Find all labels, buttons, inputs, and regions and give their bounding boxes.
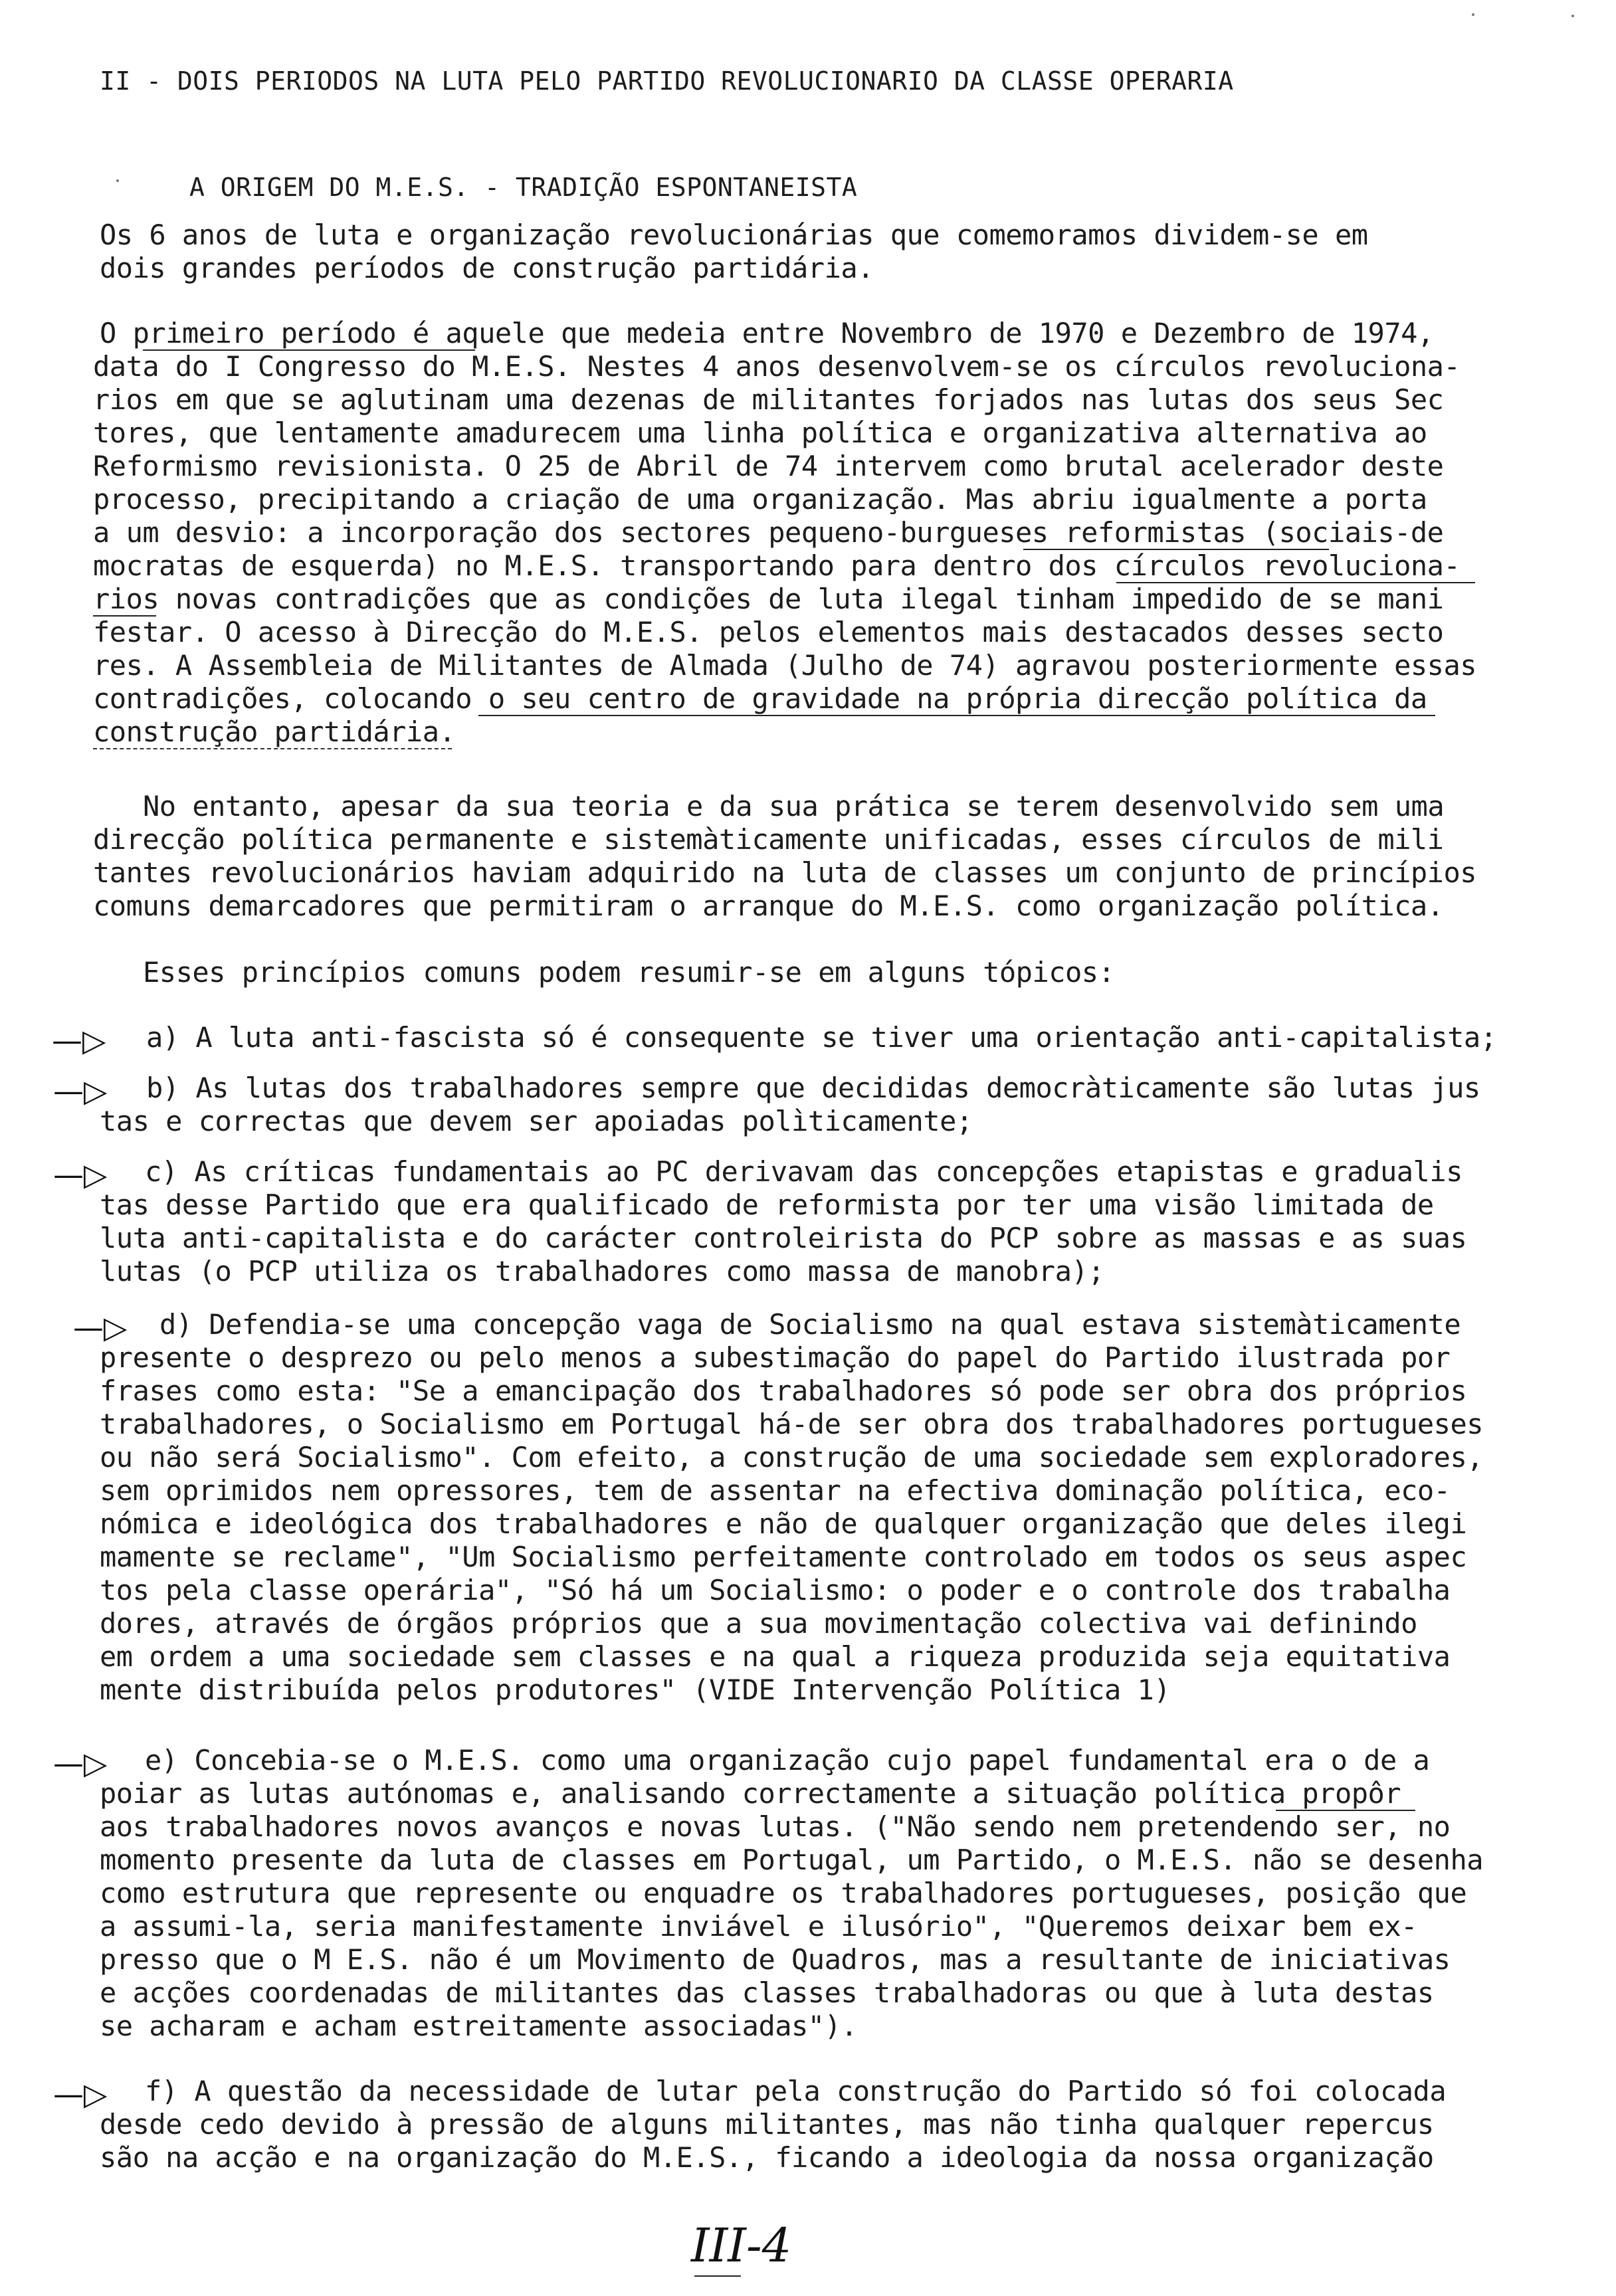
paragraph-line: Reformismo revisionista. O 25 de Abril de 74 intervem como brutal acelerador deste xyxy=(93,450,1444,482)
list-item-line: dores, através de órgãos próprios que a sua movimentação colectiva vai definindo xyxy=(100,1607,1417,1640)
list-item-line: sem oprimidos nem opressores, tem de assentar na efectiva dominação política, eco- xyxy=(100,1474,1451,1507)
paragraph-line: mocratas de esquerda) no M.E.S. transportando para dentro dos círculos revoluciona- xyxy=(93,549,1461,582)
list-item-line: aos trabalhadores novos avanços e novas lutas. ("Não sendo nem pretendendo ser, no xyxy=(100,1810,1451,1843)
hand-arrow-mark: —▷ xyxy=(52,1022,106,1058)
list-item-line: poiar as lutas autónomas e, analisando correctamente a situação política propôr xyxy=(100,1777,1401,1810)
hand-arrow-mark: —▷ xyxy=(73,1309,128,1345)
paragraph-line: No entanto, apesar da sua teoria e da sua prática se terem desenvolvido sem uma xyxy=(143,790,1445,822)
list-item-line: tas desse Partido que era qualificado de reformista por ter uma visão limitada de xyxy=(100,1189,1434,1221)
list-item-line: presso que o M E.S. não é um Movimento de Quadros, mas a resultante de iniciativas xyxy=(100,1943,1451,1976)
intro-line: Os 6 anos de luta e organização revolucionárias que comemoramos dividem-se em xyxy=(100,219,1368,251)
list-item-line: mente distribuída pelos produtores" (VIDE Intervenção Política 1) xyxy=(100,1674,1171,1706)
handwritten-underline xyxy=(478,715,1435,716)
list-item-line: e acções coordenadas de militantes das classes trabalhadoras ou que à luta destas xyxy=(100,1976,1434,2009)
list-item-line: c) As críticas fundamentais ao PC derivavam das concepções etapistas e gradualis xyxy=(145,1155,1463,1188)
page-number-underline xyxy=(694,2275,741,2277)
paragraph-line: comuns demarcadores que permitiram o arranque do M.E.S. como organização política. xyxy=(93,890,1444,922)
page-number: III-4 xyxy=(691,2218,792,2273)
hand-arrow-mark: —▷ xyxy=(53,1073,108,1109)
paragraph-line: tores, que lentamente amadurecem uma linha política e organizativa alternativa ao xyxy=(93,417,1427,449)
paragraph-line: tantes revolucionários haviam adquirido na luta de classes um conjunto de princípios xyxy=(93,856,1477,889)
hand-arrow-mark: —▷ xyxy=(53,1157,108,1193)
handwritten-underline xyxy=(143,349,475,351)
paragraph-line: data do I Congresso do M.E.S. Nestes 4 anos desenvolvem-se os círculos revoluciona- xyxy=(93,350,1461,383)
list-item-line: b) As lutas dos trabalhadores sempre que decididas democràticamente são lutas jus xyxy=(146,1072,1480,1104)
list-item-line: são na acção e na organização do M.E.S., ficando a ideologia da nossa organização xyxy=(100,2141,1434,2174)
paragraph-line: construção partidária. xyxy=(93,716,456,748)
list-item-line: frases como esta: "Se a emancipação dos trabalhadores só pode ser obra dos próprios xyxy=(100,1375,1467,1407)
list-item-line: a) A luta anti-fascista só é consequente se tiver uma orientação anti-capitalista; xyxy=(146,1021,1497,1054)
scan-speck xyxy=(116,179,119,182)
subheading: A ORIGEM DO M.E.S. - TRADIÇÃO ESPONTANEISTA xyxy=(189,173,858,202)
paragraph-line: res. A Assembleia de Militantes de Almada (Julho de 74) agravou posteriormente essas xyxy=(93,649,1477,682)
paragraph-line: processo, precipitando a criação de uma organização. Mas abriu igualmente a porta xyxy=(93,483,1427,516)
list-item-line: f) A questão da necessidade de lutar pela construção do Partido só foi colocada xyxy=(145,2075,1447,2107)
list-item-line: tos pela classe operária", "Só há um Socialismo: o poder e o controle dos trabalha xyxy=(100,1574,1451,1606)
paragraph-line: a um desvio: a incorporação dos sectores pequeno-burgueses reformistas (sociais-de xyxy=(93,516,1444,549)
list-item-line: luta anti-capitalista e do carácter controleirista do PCP sobre as massas e as suas xyxy=(100,1222,1467,1254)
handwritten-underline xyxy=(93,748,452,749)
list-item-line: d) Defendia-se uma concepção vaga de Socialismo na qual estava sistemàticamente xyxy=(159,1308,1461,1341)
paragraph-line: festar. O acesso à Direcção do M.E.S. pelos elementos mais destacados desses secto xyxy=(93,616,1444,648)
hand-arrow-mark: —▷ xyxy=(53,1745,108,1781)
list-item-line: mamente se reclame", "Um Socialismo perfeitamente controlado em todos os seus aspec xyxy=(100,1541,1467,1573)
paragraph-line: rios em que se aglutinam uma dezenas de militantes forjados nas lutas dos seus Sec xyxy=(93,383,1444,416)
list-item-line: presente o desprezo ou pelo menos a subestimação do papel do Partido ilustrada por xyxy=(100,1341,1451,1374)
paragraph-line: rios novas contradições que as condições de luta ilegal tinham impedido de se mani xyxy=(93,583,1444,615)
list-item-line: se acharam e acham estreitamente associadas"). xyxy=(100,2010,858,2042)
hand-arrow-mark: —▷ xyxy=(53,2076,108,2112)
list-item-line: nómica e ideológica dos trabalhadores e não de qualquer organização que deles ilegi xyxy=(100,1507,1467,1540)
list-item-line: desde cedo devido à pressão de alguns militantes, mas não tinha qualquer repercus xyxy=(100,2108,1434,2141)
list-item-line: a assumi-la, seria manifestamente inviável e ilusório", "Queremos deixar bem ex- xyxy=(100,1910,1417,1943)
list-item-line: lutas (o PCP utiliza os trabalhadores como massa de manobra); xyxy=(100,1255,1104,1288)
list-item-line: em ordem a uma sociedade sem classes e na qual a riqueza produzida seja equitativa xyxy=(100,1640,1451,1673)
paragraph-line: contradições, colocando o seu centro de gravidade na própria direcção política da xyxy=(93,682,1427,715)
handwritten-underline xyxy=(93,615,156,617)
list-item-line: ou não será Socialismo". Com efeito, a construção de uma sociedade sem exploradores, xyxy=(100,1441,1484,1474)
paragraph-line: O primeiro período é aquele que medeia entre Novembro de 1970 e Dezembro de 1974, xyxy=(100,317,1434,349)
handwritten-underline xyxy=(1023,549,1329,550)
intro-line: dois grandes períodos de construção partidária. xyxy=(100,252,874,284)
paragraph-line: direcção política permanente e sistemàticamente unificadas, esses círculos de mili xyxy=(93,823,1444,856)
list-item-line: e) Concebia-se o M.E.S. como uma organização cujo papel fundamental era o de a xyxy=(145,1744,1430,1776)
scan-speck xyxy=(1472,13,1474,16)
section-heading: II - DOIS PERIODOS NA LUTA PELO PARTIDO REVOLUCIONARIO DA CLASSE OPERARIA xyxy=(100,66,1234,96)
paragraph-line: Esses princípios comuns podem resumir-se em alguns tópicos: xyxy=(143,956,1115,989)
list-item-line: tas e correctas que devem ser apoiadas polìticamente; xyxy=(100,1105,973,1137)
scan-speck xyxy=(1571,15,1574,17)
list-item-line: momento presente da luta de classes em Portugal, um Partido, o M.E.S. não se desenha xyxy=(100,1844,1484,1876)
handwritten-underline xyxy=(1276,1810,1415,1811)
list-item-line: trabalhadores, o Socialismo em Portugal há-de ser obra dos trabalhadores portugueses xyxy=(100,1408,1484,1440)
list-item-line: como estrutura que represente ou enquadre os trabalhadores portugueses, posição que xyxy=(100,1877,1467,1909)
handwritten-underline xyxy=(1116,582,1475,583)
